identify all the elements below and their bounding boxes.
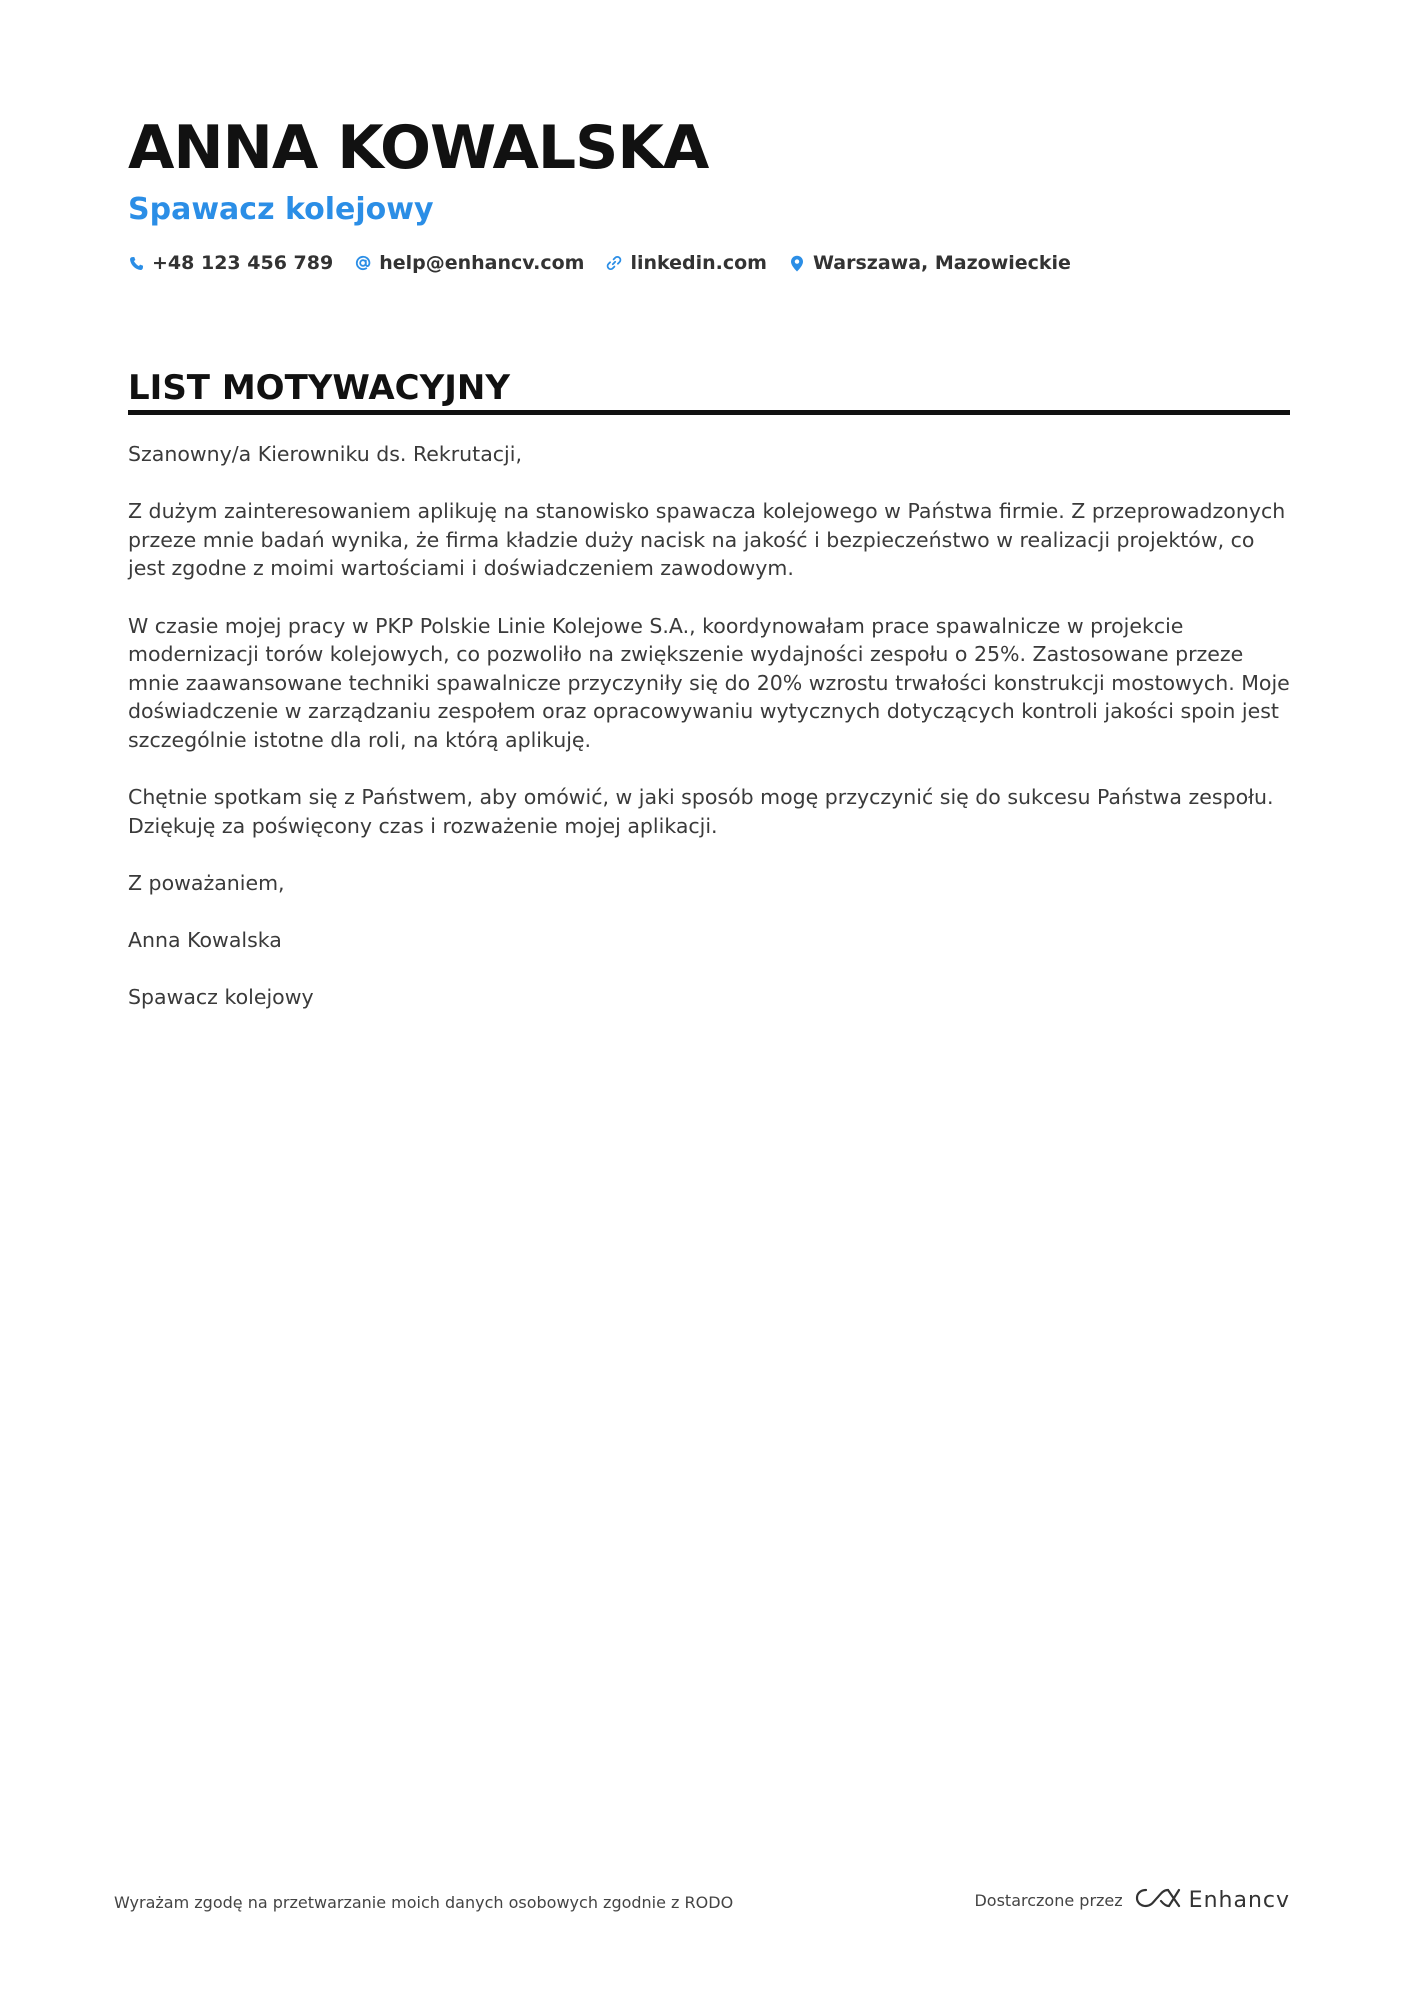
contact-location [789, 252, 1071, 274]
at-icon [355, 255, 371, 271]
letter-paragraph: Z dużym zainteresowaniem aplikuję na stanowisko spawacza kolejowego w Państwa firmie. Z przeprowadzonych przeze mnie badań wynika, że firma kładzie duży nacisk na jakość i bezpieczeństwo w realizacji projektów, co jest zgodne z moimi wartościami i doświadczeniem zawodowym. [128, 499, 1286, 581]
letter-paragraph: Chętnie spotkam się z Państwem, aby omówić, w jaki sposób mogę przyczynić się do sukcesu Państwa zespołu. Dziękuję za poświęcony czas i rozważenie mojej aplikacji. [128, 785, 1274, 838]
signature-name: Anna Kowalska [128, 928, 282, 953]
provided-by-label: Dostarczone przez [974, 1890, 1123, 1910]
phone-icon [128, 255, 144, 271]
contact-bar [128, 252, 1071, 274]
letter-paragraph: W czasie mojej pracy w PKP Polskie Linie Kolejowe S.A., koordynowałam prace spawalnicze w projekcie modernizacji torów kolejowych, co pozwoliło na zwiększenie wydajności zespołu o 25%. Zastosowane przeze mnie zaawansowane techniki spawalnicze przyczyniły się do 20% wzrostu trwałości konstrukcji mostowych. Moje doświadczenie w zarządzaniu zespołem oraz opracowywaniu wytycznych dotyczących kontroli jakości spoin jest szczególnie istotne dla roli, na którą aplikuję. [128, 613, 1290, 752]
candidate-name: ANNA KOWALSKA [128, 113, 709, 183]
contact-phone-text: +48 123 456 789 [152, 252, 334, 274]
contact-linkedin[interactable] [606, 252, 767, 274]
enhancv-logo-icon [1135, 1885, 1181, 1915]
signature-role: Spawacz kolejowy [128, 985, 314, 1010]
letter-closing: Z poważaniem, [128, 870, 285, 895]
contact-email-text: help@enhancv.com [379, 252, 585, 274]
section-title: LIST MOTYWACYJNY [128, 368, 510, 408]
letter-body [128, 440, 1290, 1040]
contact-linkedin-text: linkedin.com [630, 252, 767, 274]
provided-by [974, 1885, 1290, 1915]
letter-greeting: Szanowny/a Kierowniku ds. Rekrutacji, [128, 442, 522, 466]
section-divider [128, 410, 1290, 415]
link-icon [606, 255, 622, 271]
location-pin-icon [789, 255, 805, 271]
contact-email[interactable] [355, 252, 584, 274]
candidate-role: Spawacz kolejowy [128, 192, 434, 227]
brand-name: Enhancv [1188, 1887, 1290, 1913]
brand-logo[interactable] [1135, 1885, 1290, 1915]
contact-location-text: Warszawa, Mazowieckie [812, 252, 1071, 274]
contact-phone [128, 252, 333, 274]
gdpr-consent-note: Wyrażam zgodę na przetwarzanie moich danych osobowych zgodnie z RODO [114, 1893, 734, 1912]
